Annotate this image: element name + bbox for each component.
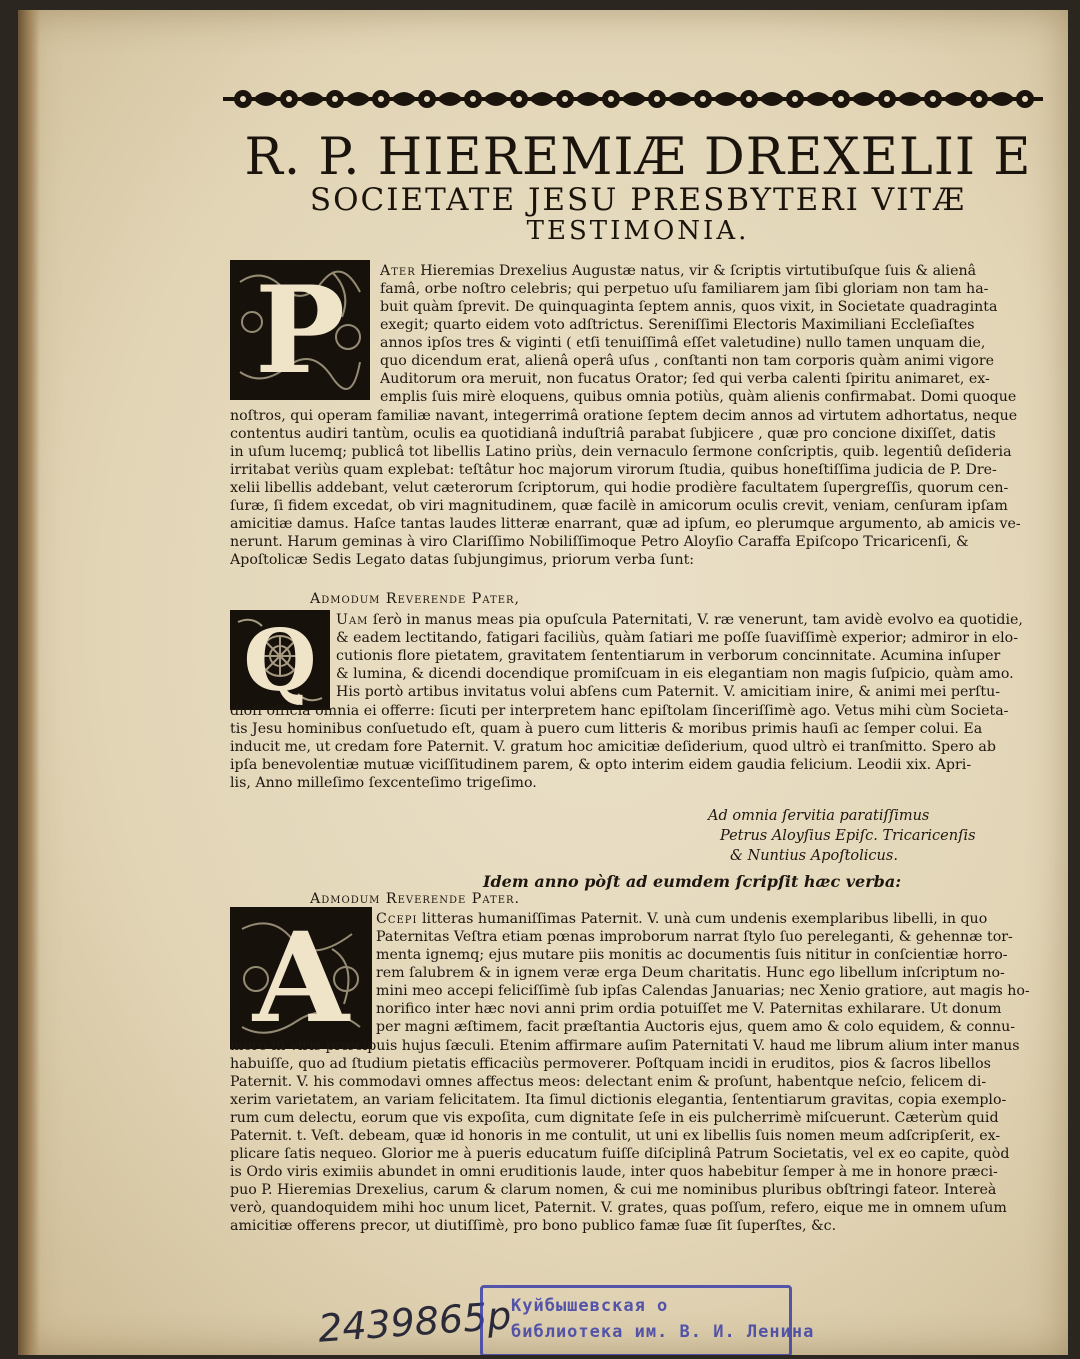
text-line: rem ſalubrem & in ignem veræ erga Deum charitatis. Hunc ego libellum inſcriptum no-: [376, 965, 1005, 981]
signature-line: & Nuntius Apoſtolicus.: [730, 848, 898, 864]
text-line: [380, 262, 1048, 280]
text-line: & lumina, & dicendi docendique promiſcuam in eis elegantiam non magis ſuſpicio, quàm amo.: [336, 666, 1014, 682]
text-line: xelii libellis addebant, velut cæterorum ſcriptorum, qui hodie prodière facultatem ſupergreſſis, quorum cen-: [230, 480, 1009, 496]
stamp-line-1: Куйбышевская о: [511, 1296, 669, 1316]
text-line: cutionis flore pietatem, gravitatem ſententiarum in verborum concinnitate. Acumina inſuper: [336, 648, 1001, 664]
text-line: Paternitas Veſtra etiam pœnas improborum narrat ſtylo ſuo pereleganti, & gehennæ tor-: [376, 929, 1013, 945]
dropcap-p-icon: [230, 260, 370, 400]
text-line: mini meo accepi feliciſſimè ſub ipſas Calendas Januarias; nec Xenio gratiore, aut magis ho-: [376, 983, 1030, 999]
text-line: inducit me, ut credam fore Paternit. V. gratum hoc amicitiæ deſiderium, quod ultrò ei tranſmitto. Spero ab: [230, 739, 996, 755]
text-line: puo P. Hieremias Drexelius, carum & clarum nomen, & cui me nominibus pluribus obſtringi fateor. Intereà: [230, 1182, 997, 1198]
text-line: ſuræ, ſi fidem excedat, ob viri magnitudinem, quæ facilè in amicorum oculis crevit, veniam, cenſuram ipſam: [230, 498, 1008, 514]
text-line-rest: ſerò in manus meas pia opuſcula Paternitati, V. ræ venerunt, tam avidè evolvo ea quotidie,: [368, 612, 1023, 628]
lead-caps: Ccepi: [376, 911, 418, 927]
text-line: menta ignemq; ejus mutare piis monitis ac documentis ſuis nititur in conſcientiæ horro-: [376, 947, 1008, 963]
text-line: in uſum lucemq; publicâ tot libellis Latino priùs, dein vernaculo ſermone conſcriptis, quib. legentiû deſideria: [230, 444, 1012, 460]
book-page: [18, 10, 1068, 1355]
dropcap-q-letter: Q: [243, 610, 317, 710]
text-line: irritabat veriùs quam explebat: teſtâtur hoc majorum virorum ſtudia, quibus honeſtiſſima judicia de P. Dre-: [230, 462, 997, 478]
dropcap-q-icon: [230, 610, 330, 710]
text-line: habuiſſe, quo ad ſtudium pietatis efficaciùs permoverer. Poſtquam incidi in eruditos, pios & ſacros libellos: [230, 1056, 991, 1072]
text-line: lis, Anno milleſimo ſexcenteſimo trigeſimo.: [230, 775, 537, 791]
text-line: verò, quandoquidem mihi hoc unum licet, Paternit. V. grates, quas poſſum, refero, eique me in omnem uſum: [230, 1200, 1007, 1216]
text-line: is Ordo viris eximiis abundet in omni eruditionis laude, inter quos habebitur ſemper à me in honore præci-: [230, 1164, 998, 1180]
text-line: Paternit. t. Veſt. debeam, quæ id honoris in me contulit, ut uni ex libellis ſuis nomen meum adſcripſerit, ex-: [230, 1128, 1001, 1144]
text-line: [376, 910, 1048, 928]
text-line: famâ, orbe noſtro celebris; qui perpetuo uſu familiarem jam ſibi gloriam non tam ha-: [380, 281, 989, 297]
text-line: per magni æſtimem, facit præſtantia Auctoris ejus, quem amo & colo equidem, & connu-: [376, 1019, 1016, 1035]
stamp-line-2: библиотека им. В. И. Ленина: [511, 1322, 815, 1342]
salutation-2: Admodum Reverende Pater.: [310, 891, 521, 907]
title-line-1: R. P. HIEREMIÆ DREXELII E: [244, 128, 1032, 187]
text-line: exegit; quarto eidem voto adſtrictus. Sereniſſimi Electoris Maximiliani Eccleſiaſtes: [380, 317, 975, 333]
text-line: contentus audiri tantùm, oculis ea quotidianâ induſtriâ parabat ſubjicere , quæ pro concione dixiſſet, datis: [230, 426, 996, 442]
text-line: norifico inter hæc novi anni prim ordia potuiſſet me V. Paternitas exhilarare. Ut donum: [376, 1001, 1002, 1017]
text-line: rum cum delectu, eorum que vis expoſita, cum dignitate ſeſe in eis pulcherrimè miſcuerunt. Cæterùm quid: [230, 1110, 999, 1126]
text-line: plicare ſatis nequeo. Glorior me à pueris educatum fuiſſe diſciplinâ Patrum Societatis, vel ex eo capite, quòd: [230, 1146, 1010, 1162]
text-line: Auditorum ora meruit, non fucatus Orator; ſed qui verba calenti ſpiritu animaret, ex-: [380, 371, 990, 387]
text-line: xerim varietatem, an variam felicitatem. Ita ſimul dictionis elegantia, ſententiarum gravitas, copia exemplo-: [230, 1092, 1007, 1108]
title-line-3: TESTIMONIA.: [526, 216, 750, 246]
text-line: nerunt. Harum geminas à viro Clariſſimo Nobiliſſimoque Petro Aloyſio Caraffa Epiſcopo Tricaricenſi, &: [230, 534, 969, 550]
title-line-2: SOCIETATE JESU PRESBYTERI VITÆ: [309, 182, 967, 218]
text-line-rest: Hieremias Drexelius Augustæ natus, vir & ſcriptis virtutibuſque ſuis & alienâ: [415, 263, 977, 279]
text-line: dioſi officia omnia ei offerre: ſicuti per interpretem hanc epiſtolam ſinceriſſimè ago. Vetus mihi cùm Societa-: [230, 703, 1009, 719]
signature-line: Ad omnia ſervitia paratiſſimus: [708, 808, 930, 824]
page-spine-edge: [18, 10, 40, 1355]
text-line: buit quàm ſprevit. De quinquaginta ſeptem annis, quos vixit, in Societate quadraginta: [380, 299, 998, 315]
text-line: noſtros, qui operam familiæ navant, integerrimâ oratione ſeptem decim annos ad virtutem adhortatus, neque: [230, 408, 1018, 424]
dropcap-a-icon: [230, 907, 372, 1049]
dropcap-p-letter: P: [254, 259, 346, 401]
text-line: quo dicendum erat, alienâ operâ uſus , conſtanti non tam corporis quàm animi vigore: [380, 353, 995, 369]
lead-caps: Ater: [380, 263, 416, 279]
signature-line: Petrus Aloyſius Epiſc. Tricaricenſis: [720, 828, 976, 844]
text-line: His portò artibus invitatus volui abſens cum Paternit. V. amicitiam inire, & animi mei perſtu-: [336, 684, 1001, 700]
ornamental-border-icon: [223, 82, 1043, 116]
salutation-1: Admodum Reverende Pater,: [310, 591, 521, 607]
text-line: Paternit. V. his commodavi omnes affectus meos: delectant enim & proſunt, habentque neſcio, felicem di-: [230, 1074, 987, 1090]
lead-caps: Uam: [336, 612, 369, 628]
text-line-rest: litteras humaniſſimas Paternit. V. unà cum undenis exemplaribus libelli, in quo: [417, 911, 988, 927]
text-line: ipſa benevolentiæ mutuæ viciſſitudinem parem, & opto interim eidem gaudia felicium. Leodii xix. Apri-: [230, 757, 972, 773]
dropcap-a-letter: A: [252, 905, 350, 1051]
text-line: mero in viris præcipuis hujus ſæculi. Etenim affirmare auſim Paternitati V. haud me librum alium inter manus: [230, 1038, 1020, 1054]
text-line: amicitiæ damus. Haſce tantas laudes litteræ enarrant, quæ ad ipſum, eo plerumque argumento, ab amicis ve-: [230, 516, 1021, 532]
handwritten-inventory-number: 2439865р: [316, 1293, 513, 1351]
text-line: amicitiæ offerens precor, ut diutiſſimè, pro bono publico famæ ſuæ ſit ſuperſtes, &c.: [230, 1218, 837, 1234]
library-stamp: [480, 1285, 815, 1355]
text-line: annos ipſos tres & viginti ( etſi tenuiſſimâ eſſet valetudine) nullo tamen unquam die,: [380, 335, 986, 351]
text-line: [336, 611, 1048, 629]
text-line: & eadem lectitando, fatigari faciliùs, quàm ſatiari me poſſe ſuaviſſimè experior; admiror in elo-: [336, 630, 1018, 646]
idem-heading: Idem anno pòſt ad eumdem ſcripſit hæc verba:: [483, 872, 902, 891]
text-line: emplis ſuis mirè eloquens, quibus omnia potiùs, quàm alienis confirmabat. Domi quoque: [380, 389, 1017, 405]
text-line: tis Jesu hominibus conſuetudo eſt, quam à puero cum litteris & moribus primis hauſi ac ſemper colui. Ea: [230, 721, 983, 737]
text-line: Apoſtolicæ Sedis Legato datas ſubjungimus, priorum verba ſunt:: [230, 552, 695, 568]
